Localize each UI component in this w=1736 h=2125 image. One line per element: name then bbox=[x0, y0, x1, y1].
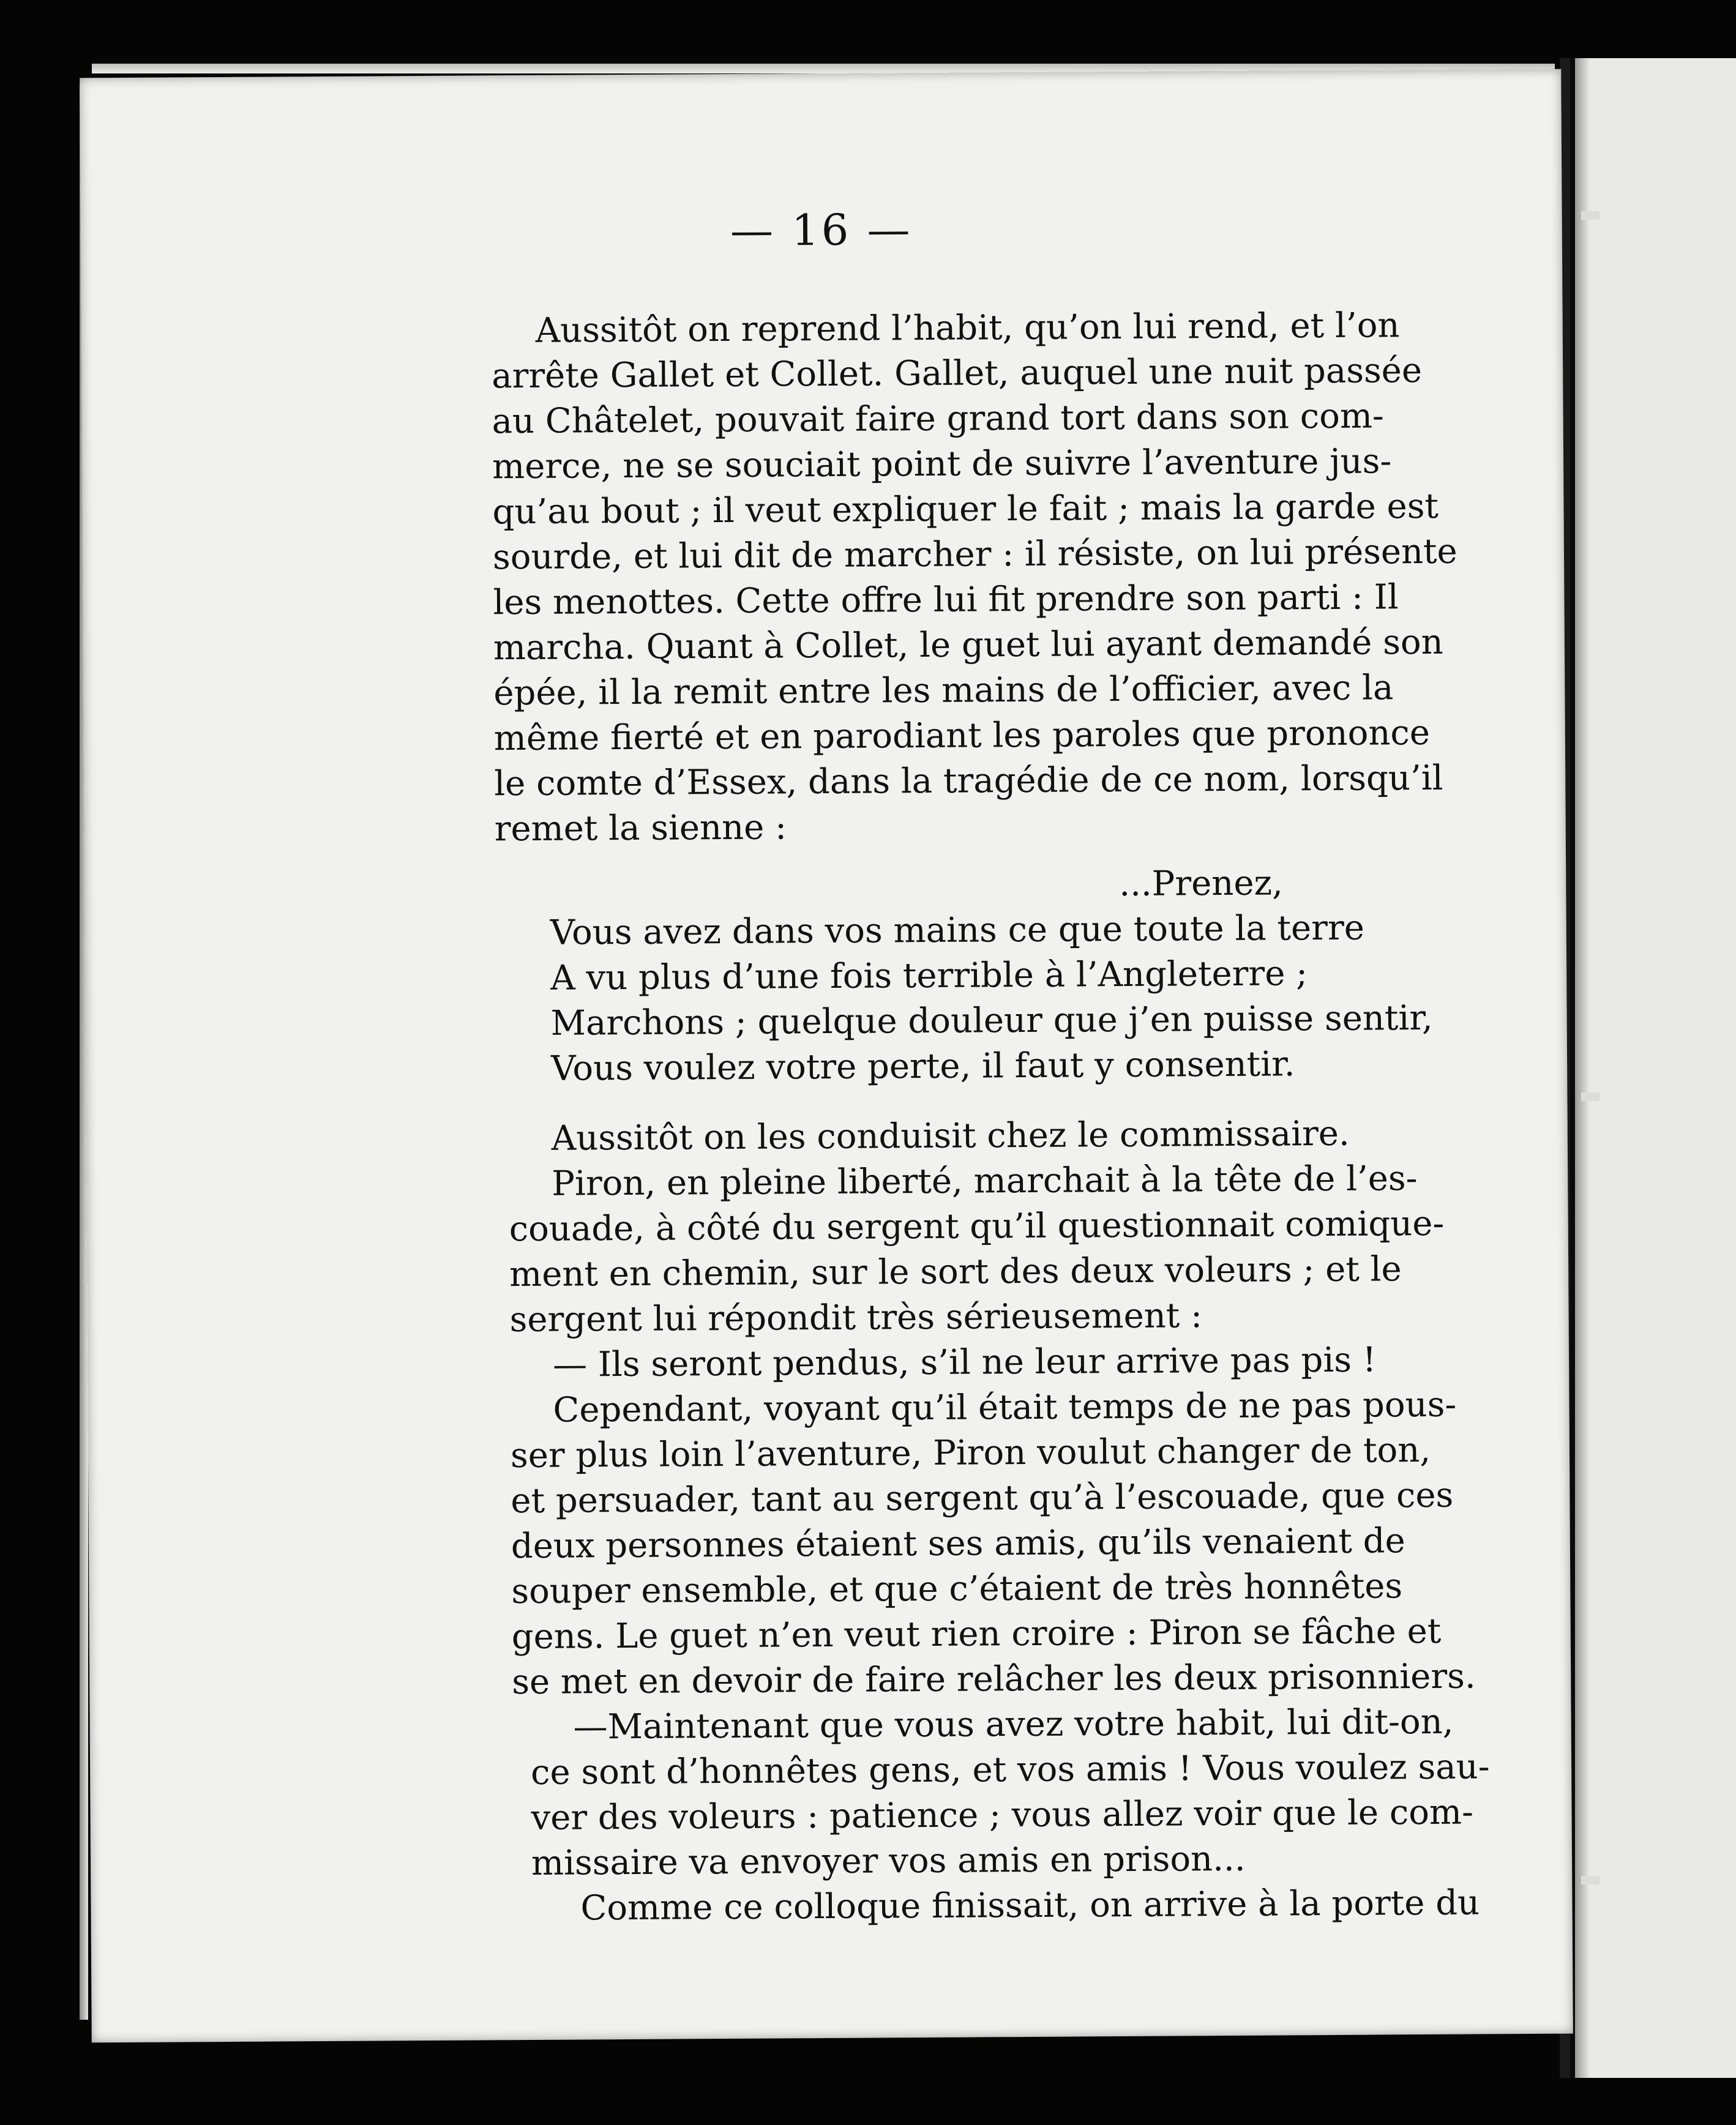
text-line: sergent lui répondit très sérieusement : bbox=[509, 1296, 1203, 1340]
binding-tab bbox=[1581, 1876, 1599, 1884]
text-line: sourde, et lui dit de marcher : il résiste, on lui présente bbox=[492, 531, 1457, 578]
text-line: Comme ce colloque finissait, on arrive à la porte du bbox=[580, 1883, 1480, 1929]
text-line: se met en devoir de faire relâcher les deux prisonniers. bbox=[512, 1656, 1476, 1703]
verse-line: ...Prenez, bbox=[1119, 863, 1284, 905]
verse-line: A vu plus d’une fois terrible à l’Angleterre ; bbox=[550, 954, 1308, 998]
text-line: qu’au bout ; il veut expliquer le fait ; mais la garde est bbox=[492, 486, 1439, 532]
binding-tab bbox=[1581, 1092, 1599, 1101]
verse-line: Vous voulez votre perte, il faut y consentir. bbox=[550, 1044, 1295, 1089]
text-line: Aussitôt on les conduisit chez le commissaire. bbox=[551, 1113, 1350, 1159]
text-line: ment en chemin, sur le sort des deux voleurs ; et le bbox=[509, 1249, 1402, 1295]
text-line: ce sont d’honnêtes gens, et vos amis ! Vous voulez sau- bbox=[530, 1747, 1490, 1793]
text-line: Aussitôt on reprend l’habit, qu’on lui rend, et l’on bbox=[535, 305, 1400, 351]
verse-line: Vous avez dans vos mains ce que toute la terre bbox=[550, 908, 1365, 953]
page-number: — 16 — bbox=[730, 204, 913, 256]
text-line: merce, ne se souciait point de suivre l’aventure jus- bbox=[492, 441, 1392, 487]
text-line: et persuader, tant au sergent qu’à l’escouade, que ces bbox=[511, 1475, 1454, 1522]
text-line: au Châtelet, pouvait faire grand tort dans son com- bbox=[492, 396, 1385, 442]
text-line: les menottes. Cette offre lui fit prendre son parti : Il bbox=[493, 577, 1399, 623]
text-line: couade, à côté du sergent qu’il questionnait comique- bbox=[509, 1203, 1445, 1250]
text-line: le comte d’Essex, dans la tragédie de ce nom, lorsqu’il bbox=[494, 758, 1443, 804]
facing-page-strip bbox=[1570, 58, 1736, 2078]
text-line: Cependant, voyant qu’il était temps de ne pas pous- bbox=[553, 1384, 1457, 1430]
text-line: deux personnes étaient ses amis, qu’ils venaient de bbox=[511, 1521, 1405, 1567]
facing-page-shadow bbox=[1575, 58, 1590, 2078]
binding-tab bbox=[1581, 211, 1599, 220]
text-line: ver des voleurs : patience ; vous allez voir que le com- bbox=[531, 1792, 1474, 1838]
text-line: même fierté et en parodiant les paroles que prononce bbox=[493, 712, 1431, 759]
text-line: ser plus loin l’aventure, Piron voulut changer de ton, bbox=[510, 1430, 1431, 1476]
text-line: remet la sienne : bbox=[494, 807, 787, 850]
text-line: épée, il la remit entre les mains de l’officier, avec la bbox=[493, 668, 1394, 714]
text-line: missaire va envoyer vos amis en prison... bbox=[531, 1839, 1246, 1883]
page-text bbox=[80, 69, 1573, 2043]
book-page bbox=[80, 69, 1573, 2043]
text-line: souper ensemble, et que c’étaient de très honnêtes bbox=[511, 1566, 1403, 1612]
text-line: Piron, en pleine liberté, marchait à la tête de l’es- bbox=[552, 1159, 1418, 1204]
text-line: — Ils seront pendus, s’il ne leur arrive pas pis ! bbox=[552, 1340, 1377, 1385]
text-line: arrête Gallet et Collet. Gallet, auquel une nuit passée bbox=[492, 351, 1423, 397]
text-line: —Maintenant que vous avez votre habit, lui dit-on, bbox=[573, 1701, 1454, 1747]
verse-line: Marchons ; quelque douleur que j’en puisse sentir, bbox=[550, 998, 1433, 1044]
text-line: gens. Le guet n’en veut rien croire : Piron se fâche et bbox=[511, 1611, 1442, 1657]
text-line: marcha. Quant à Collet, le guet lui ayant demandé son bbox=[493, 622, 1443, 668]
